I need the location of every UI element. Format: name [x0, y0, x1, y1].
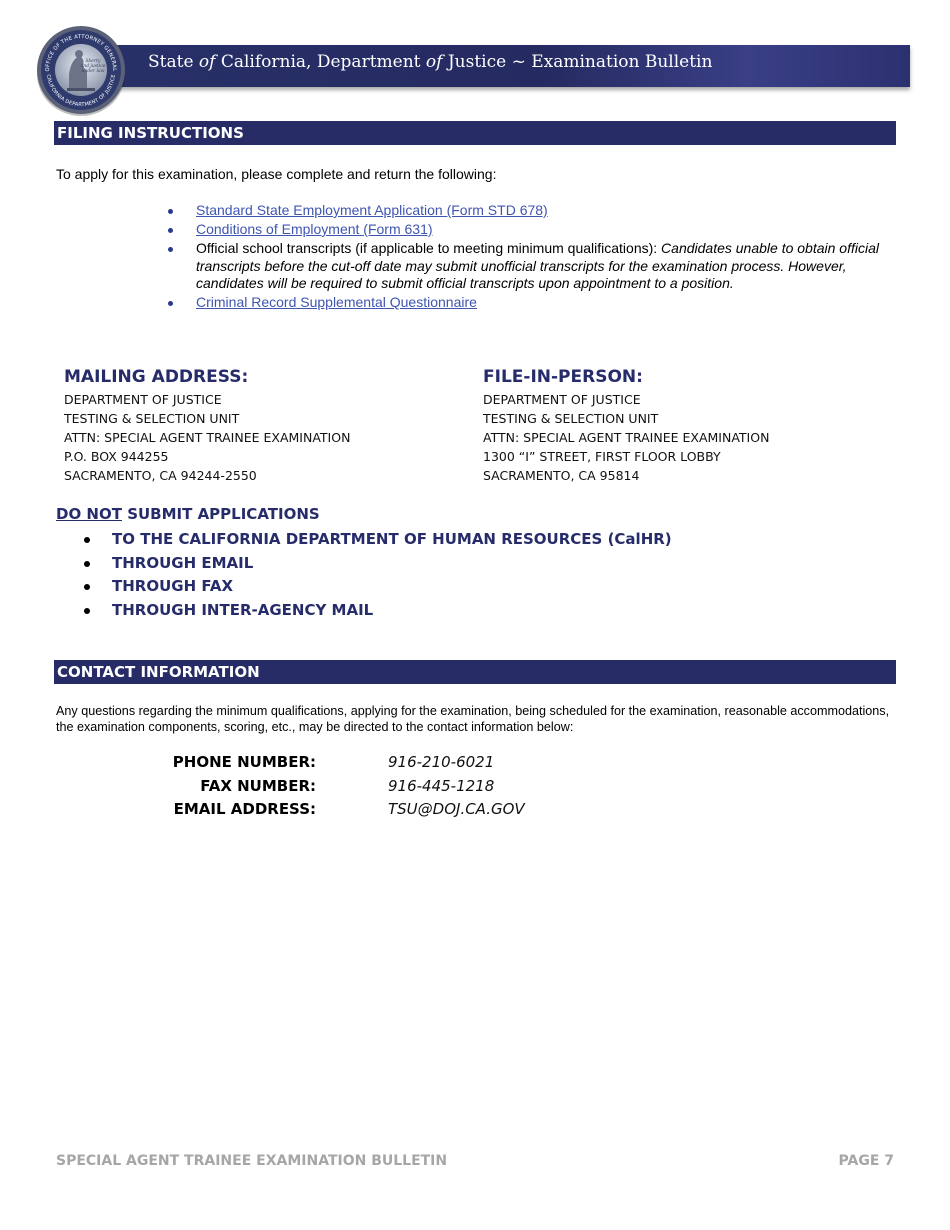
- do-not-emphasis: DO NOT: [56, 505, 122, 523]
- transcripts-text: Official school transcripts (if applicable to meeting minimum qualifications):: [196, 240, 662, 256]
- title-part: California, Department: [215, 52, 426, 72]
- list-item: TO THE CALIFORNIA DEPARTMENT OF HUMAN RESOURCES (CalHR): [84, 528, 672, 552]
- phone-label: PHONE NUMBER:: [172, 753, 316, 771]
- fax-label: FAX NUMBER:: [200, 776, 316, 795]
- filing-intro: To apply for this examination, please complete and return the following:: [56, 166, 497, 182]
- email-value: TSU@DOJ.CA.GOV: [388, 800, 525, 818]
- criminal-record-link[interactable]: Criminal Record Supplemental Questionnaire: [196, 294, 477, 310]
- form-631-link[interactable]: Conditions of Employment (Form 631): [196, 221, 433, 237]
- contact-intro: Any questions regarding the minimum qualifications, applying for the examination, being scheduled for the examination, reasonable accommodations, the examination components, scoring, etc., may be directed to the contact information below:: [56, 704, 890, 734]
- page-title: [148, 52, 712, 76]
- contact-information-header: [54, 660, 896, 684]
- address-line: DEPARTMENT OF JUSTICE: [483, 392, 641, 407]
- list-item: THROUGH INTER-AGENCY MAIL: [84, 599, 672, 623]
- seal-motto: and justice: [80, 64, 106, 69]
- section-title: CONTACT INFORMATION: [57, 663, 260, 681]
- address-line: SACRAMENTO, CA 95814: [483, 468, 640, 483]
- address-line: ATTN: SPECIAL AGENT TRAINEE EXAMINATION: [483, 430, 770, 445]
- list-item: [168, 240, 888, 293]
- address-line: TESTING & SELECTION UNIT: [64, 411, 240, 426]
- address-line: SACRAMENTO, CA 94244-2550: [64, 468, 257, 483]
- title-part: Justice ~ Examination Bulletin: [442, 52, 713, 72]
- transcripts-note: Candidates unable to obtain official transcripts before the cut-off date may submit unofficial transcripts for the examination process. However, candidates will be required to submit official transcripts upon appointment to a position.: [196, 240, 879, 291]
- seal-motto: under law: [81, 69, 105, 74]
- address-line: DEPARTMENT OF JUSTICE: [64, 392, 222, 407]
- email-label: EMAIL ADDRESS:: [173, 800, 316, 818]
- list-item: [168, 221, 888, 239]
- list-item: [168, 202, 888, 220]
- title-part-italic: of: [425, 52, 443, 72]
- do-not-submit-heading: [56, 505, 320, 523]
- phone-value: 916-210-6021: [388, 753, 495, 771]
- address-line: P.O. BOX 944255: [64, 449, 169, 464]
- file-in-person-block: [483, 367, 843, 485]
- do-not-list: [84, 528, 672, 623]
- list-item: THROUGH EMAIL: [84, 552, 672, 576]
- mailing-address-title: MAILING ADDRESS:: [64, 367, 249, 387]
- list-item: [168, 294, 888, 312]
- file-in-person-title: FILE-IN-PERSON:: [483, 367, 643, 387]
- address-line: ATTN: SPECIAL AGENT TRAINEE EXAMINATION: [64, 430, 351, 445]
- section-title: FILING INSTRUCTIONS: [57, 124, 244, 142]
- fax-value: 916-445-1218: [388, 776, 495, 795]
- seal-text-bottom: CALIFORNIA DEPARTMENT OF JUSTICE: [45, 74, 117, 109]
- doj-seal-icon: [33, 22, 129, 118]
- list-item: THROUGH FAX: [84, 575, 672, 599]
- footer-page-number: PAGE 7: [838, 1153, 894, 1169]
- address-line: TESTING & SELECTION UNIT: [483, 411, 659, 426]
- do-not-rest: SUBMIT APPLICATIONS: [121, 505, 320, 523]
- std-678-link[interactable]: Standard State Employment Application (Form STD 678): [196, 202, 548, 218]
- footer-bulletin-title: SPECIAL AGENT TRAINEE EXAMINATION BULLETIN: [56, 1153, 448, 1169]
- address-line: 1300 “I” STREET, FIRST FLOOR LOBBY: [483, 449, 721, 464]
- filing-instructions-header: [54, 121, 896, 145]
- seal-motto: liberty: [85, 59, 101, 64]
- filing-list: [168, 202, 888, 313]
- seal-text-top: OFFICE OF THE ATTORNEY GENERAL: [44, 33, 118, 72]
- mailing-address-block: [64, 367, 424, 485]
- title-part: State: [148, 52, 199, 72]
- title-part-italic: of: [198, 52, 216, 72]
